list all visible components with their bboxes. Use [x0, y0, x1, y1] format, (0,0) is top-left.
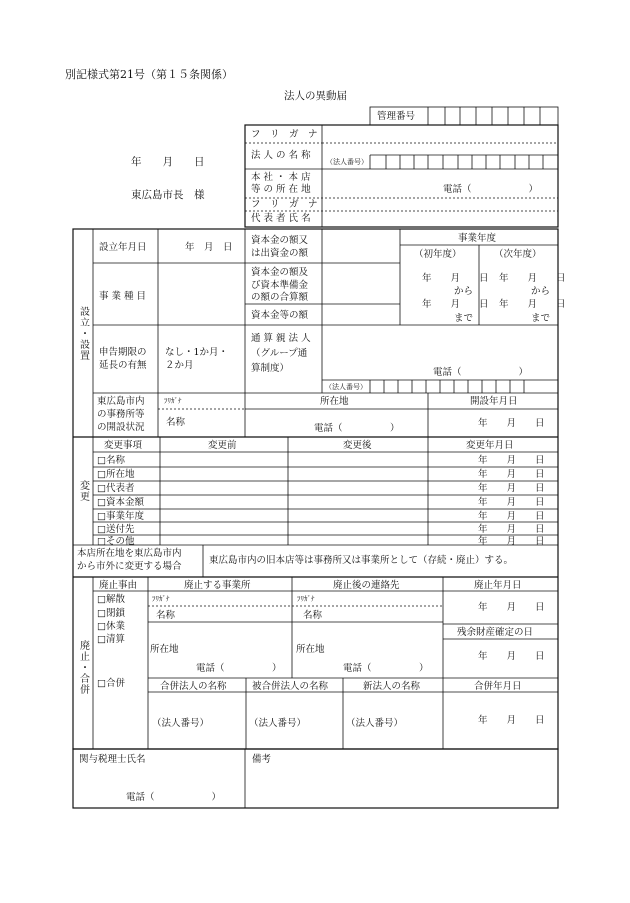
changes-header-after: 変更後	[343, 440, 372, 451]
changes-header-before: 変更前	[208, 440, 237, 451]
address-label-1: 本 社 ・ 本 店	[251, 172, 311, 183]
contact-label: 廃止後の連絡先	[333, 580, 400, 591]
office-name-label: 名称	[166, 417, 186, 428]
founding-date-label: 設立年月日	[99, 242, 147, 253]
parent-corp-number-input[interactable]	[370, 380, 558, 393]
change-item-capital[interactable]: □資本金額	[97, 497, 144, 508]
admin-number-label: 管理番号	[377, 111, 416, 122]
section-establishment: 設立・設置	[77, 306, 89, 361]
next-year-from[interactable]: 年 月 日	[499, 273, 566, 284]
office-label-2: の事務所等	[97, 409, 145, 420]
reason-label: 廃止事由	[99, 580, 138, 591]
contact-location-label: 所在地	[296, 644, 325, 655]
office-label-1: 東広島市内	[97, 396, 145, 407]
opening-date-value[interactable]: 年 月 日	[478, 418, 545, 429]
merger-date-value[interactable]: 年 月 日	[478, 715, 545, 726]
next-year-label: （次年度）	[494, 249, 542, 260]
admin-number-input[interactable]	[428, 107, 558, 125]
section-changes: 変更	[77, 480, 89, 502]
parent-label-1: 通 算 親 法 人	[251, 333, 311, 344]
capital-reserve-label-1: 資本金の額及	[251, 267, 309, 278]
first-from-label: から	[454, 286, 474, 297]
merging-corp-number: （法人番号）	[152, 718, 210, 729]
accountant-phone: 電話（ ）	[126, 792, 222, 803]
corp-name-input[interactable]	[322, 143, 558, 155]
merging-corp-label: 合併法人の名称	[160, 681, 227, 692]
first-to-label: まで	[454, 313, 474, 324]
corp-number-label: （法人番号）	[326, 158, 368, 166]
business-type-input[interactable]	[158, 263, 245, 325]
change-item-fiscal-year[interactable]: □事業年度	[97, 511, 144, 522]
new-corp-label: 新法人の名称	[363, 681, 421, 692]
contact-furigana: ﾌﾘｶﾞﾅ	[297, 595, 315, 603]
parent-corp-number-label: （法人番号）	[325, 383, 367, 391]
next-from-label: から	[531, 286, 551, 297]
page-title: 法人の異動届	[284, 90, 347, 102]
address-label-2: 等 の 所 在 地	[251, 184, 311, 195]
date-label: 年 月 日	[131, 156, 205, 168]
first-year-to[interactable]: 年 月 日	[422, 299, 489, 310]
business-type-label: 事 業 種 目	[99, 291, 147, 302]
merged-corp-label: 被合併法人の名称	[252, 681, 329, 692]
remarks-label: 備考	[252, 754, 272, 765]
closing-name-label: 名称	[156, 610, 176, 621]
corp-number-input[interactable]	[370, 155, 558, 169]
change-item-mailing[interactable]: □送付先	[97, 524, 135, 535]
reason-merger[interactable]: □合併	[97, 678, 125, 689]
capital-reserve-label-3: の額の合算額	[251, 292, 309, 303]
fiscal-year-label: 事業年度	[458, 233, 497, 244]
remarks-input[interactable]	[245, 768, 558, 808]
change-date[interactable]: 年 月 日	[478, 469, 545, 480]
office-label-3: の開設状況	[97, 422, 145, 433]
header-phone: 電話（ ）	[443, 184, 539, 195]
reason-suspension[interactable]: □休業	[97, 621, 125, 632]
first-year-label: （初年度）	[414, 249, 462, 260]
residual-date-value[interactable]: 年 月 日	[478, 651, 545, 662]
closing-phone: 電話（ ）	[196, 663, 282, 674]
section-closure: 廃止・合併	[77, 640, 89, 695]
reason-closing[interactable]: □閉鎖	[97, 608, 125, 619]
form-number: 別記様式第21号（第１５条関係）	[65, 68, 233, 81]
parent-label-2: （グループ通	[251, 348, 308, 359]
merger-date-label: 合併年月日	[474, 681, 522, 692]
corp-furigana-input[interactable]	[322, 125, 558, 143]
relocation-label-2: から市外に変更する場合	[77, 561, 182, 572]
closing-location-label: 所在地	[150, 644, 179, 655]
parent-phone: 電話（ ）	[433, 367, 529, 378]
capital-label-1: 資本金の額又	[251, 235, 309, 246]
change-item-name[interactable]: □名称	[97, 455, 125, 466]
opening-date-label: 開設年月日	[470, 396, 518, 407]
residual-date-label: 残余財産確定の日	[457, 627, 534, 638]
first-year-from[interactable]: 年 月 日	[422, 273, 489, 284]
reason-dissolution[interactable]: □解散	[97, 594, 125, 605]
change-date[interactable]: 年 月 日	[478, 483, 545, 494]
office-location-label: 所在地	[320, 396, 349, 407]
furigana-label: フ リ ガ ナ	[251, 129, 318, 140]
capital-input[interactable]	[322, 229, 400, 263]
merged-corp-number: （法人番号）	[249, 718, 307, 729]
parent-label-3: 算制度）	[251, 363, 290, 374]
change-item-representative[interactable]: □代表者	[97, 483, 135, 494]
founding-date-value[interactable]: 年 月 日	[185, 242, 233, 253]
change-date[interactable]: 年 月 日	[478, 455, 545, 466]
contact-name-label: 名称	[303, 610, 323, 621]
change-item-other[interactable]: □その他	[97, 536, 135, 547]
change-date[interactable]: 年 月 日	[478, 536, 545, 547]
change-date[interactable]: 年 月 日	[478, 511, 545, 522]
change-date[interactable]: 年 月 日	[478, 524, 545, 535]
relocation-label-1: 本店所在地を東広島市内	[77, 548, 182, 559]
capital-etc-label: 資本金等の額	[251, 310, 309, 321]
accountant-name-input[interactable]	[73, 768, 245, 790]
relocation-text[interactable]: 東広島市内の旧本店等は事務所又は事業所として（存続・廃止）する。	[209, 555, 514, 566]
new-corp-number: （法人番号）	[346, 718, 404, 729]
rep-furigana-input[interactable]	[322, 198, 558, 211]
closure-date-label: 廃止年月日	[474, 580, 522, 591]
extension-label-2: 延長の有無	[99, 360, 147, 371]
extension-label-1: 申告期限の	[99, 347, 147, 358]
contact-phone: 電話（ ）	[343, 663, 429, 674]
office-furigana: ﾌﾘｶﾞﾅ	[164, 397, 182, 405]
next-year-to[interactable]: 年 月 日	[499, 299, 566, 310]
addressee: 東広島市長 様	[131, 189, 205, 201]
accountant-label: 関与税理士氏名	[79, 754, 146, 765]
changes-header-item: 変更事項	[104, 440, 143, 451]
extension-value-1[interactable]: なし・1か月・	[165, 347, 229, 358]
furigana-label-2: フ リ ガ ナ	[251, 199, 318, 210]
closing-furigana: ﾌﾘｶﾞﾅ	[152, 595, 170, 603]
extension-value-2[interactable]: ２か月	[165, 360, 194, 371]
closing-office-label: 廃止する事業所	[184, 580, 251, 591]
corp-name-label: 法 人 の 名 称	[251, 150, 311, 161]
next-to-label: まで	[531, 313, 551, 324]
reason-liquidation[interactable]: □清算	[97, 634, 125, 645]
changes-header-date: 変更年月日	[466, 440, 514, 451]
change-item-location[interactable]: □所在地	[97, 469, 135, 480]
office-phone: 電話（ ）	[314, 423, 400, 434]
closure-date-value[interactable]: 年 月 日	[478, 602, 545, 613]
rep-name-label: 代 表 者 氏 名	[251, 213, 311, 224]
capital-reserve-label-2: び資本準備金	[251, 280, 309, 291]
capital-label-2: は出資金の額	[251, 248, 309, 259]
change-date[interactable]: 年 月 日	[478, 497, 545, 508]
rep-name-input[interactable]	[322, 211, 558, 227]
